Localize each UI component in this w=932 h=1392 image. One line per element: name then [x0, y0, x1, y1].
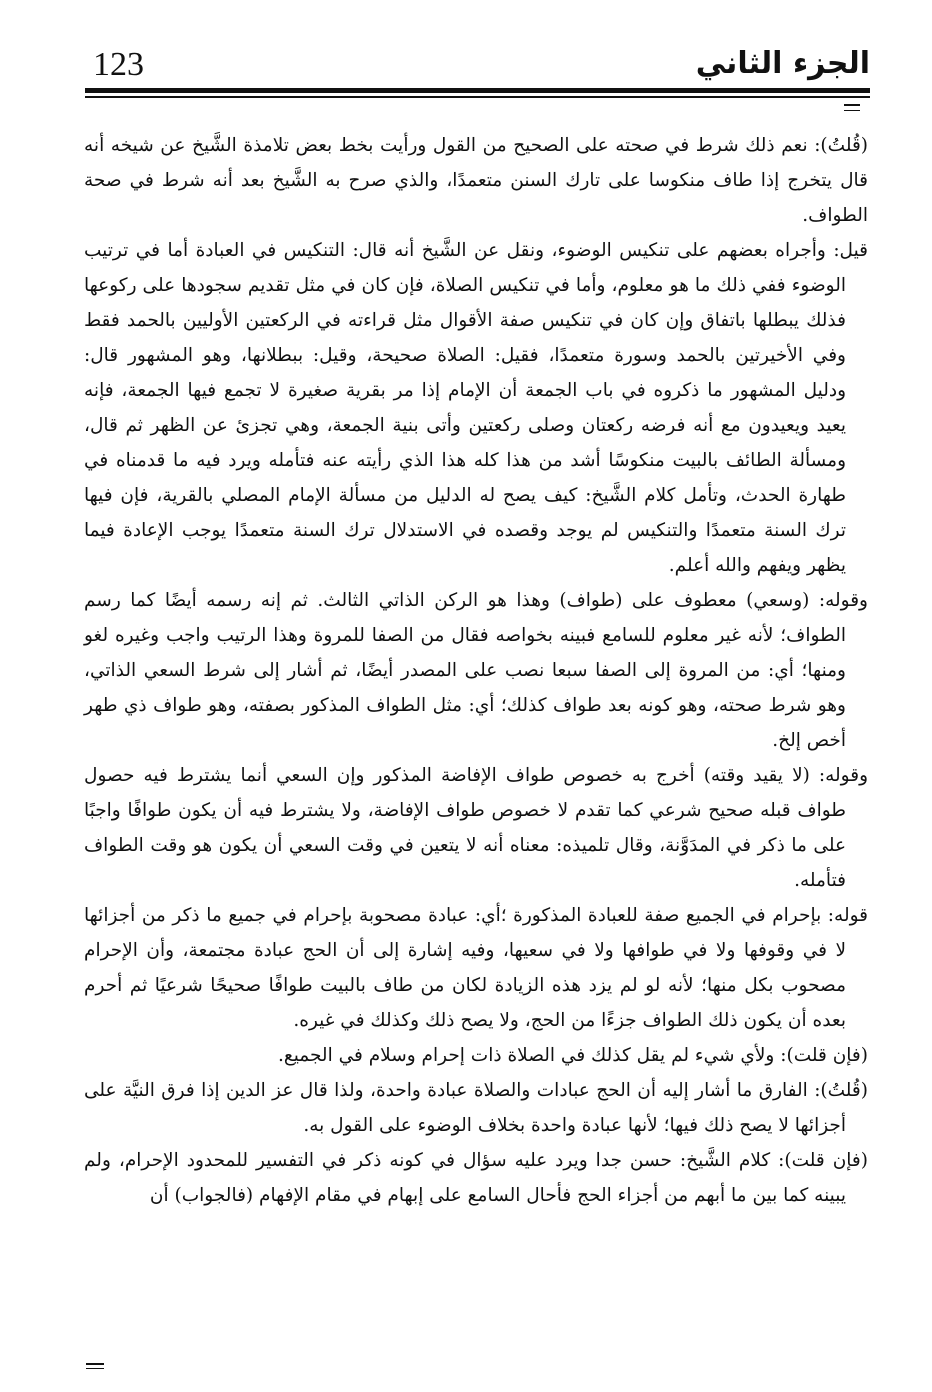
paragraph-question-salah: (فإن قلت): ولأي شيء لم يقل كذلك في الصلاة ذات إحرام وسلام في الجميع. — [277, 1045, 868, 1066]
paragraph-question-ihram: (فإن قلت): كلام الشَّيخ: حسن جدا ويرد عليه سؤال في كونه ذكر في التفسير للمحدود الإحرام، ولم يبينه كما بين ما أبهم من أجزاء الحج فأحال السامع على إبهام في مقام الإفهام (فالجواب) أن — [84, 1150, 868, 1206]
page-body — [84, 128, 868, 1372]
paragraph-ihram: قوله: بإحرام في الجميع صفة للعبادة المذكورة ؛أي: عبادة مصحوبة بإحرام في جميع ما ذكر من أجزائها لا في وقوفها ولا في طوافها ولا في سعيها، وفيه إشارة إلى أن الحج عبادة مجتمعة، وأن الإحرام مصحوب بكل منها؛ لأنه لو لم يزد هذه الزيادة لكان من طاف بالبيت طوافًا صحيحًا شرعيًا ثم أحرم بعده أن يكون ذلك الطواف جزءًا من الحج، ولا يصح ذلك وكذلك في غيره. — [84, 905, 868, 1031]
paragraph-waqt: وقوله: (لا يقيد وقته) أخرج به خصوص طواف الإفاضة المذكور وإن السعي أنما يشترط فيه حصول طواف قبله صحيح شرعي كما تقدم لا خصوص طواف الإفاضة، ولا يشترط فيه أن يكون طوافًا واجبًا على ما ذكر في المدَوَّنة، وقال تلميذه: معناه أنه لا يتعين في وقت السعي أن يكون هو وقت الطواف فتأمله. — [84, 765, 868, 891]
separator-mark — [844, 104, 860, 115]
paragraph-sai: وقوله: (وسعي) معطوف على (طواف) وهذا هو الركن الذاتي الثالث. ثم إنه رسمه أيضًا كما رسم الطواف؛ لأنه غير معلوم للسامع فبينه بخواصه فقال من الصفا للمروة وهذا الرتيب واجب وغيره لغو ومنها؛ أي: من المروة إلى الصفا سبعا نصب على المصدر أيضًا، ثم أشار إلى شرط السعي الذاتي، وهو شرط صحته، وهو كونه بعد طواف كذلك؛ أي: مثل الطواف المذكور بصفته، وهو طواف ذي طهر أخص إلخ. — [84, 590, 868, 751]
paragraph-tankees: قيل: وأجراه بعضهم على تنكيس الوضوء، ونقل عن الشَّيخ أنه قال: التنكيس في العبادة أما في ترتيب الوضوء ففي ذلك ما هو معلوم، وأما في تنكيس الصلاة، فإن كان في مثل تقديم سجودها على ركوعها فذلك يبطلها باتفاق وإن كان في تنكيس صفة الأقوال مثل قراءته في الركعتين الأوليين بالحمد فقط وفي الأخيرتين بالحمد وسورة متعمدًا، فقيل: الصلاة صحيحة، وقيل: ببطلانها، وهو المشهور قال: ودليل المشهور ما ذكروه في باب الجمعة أن الإمام إذا مر بقرية صغيرة لا تجمع فيها الجمعة، فإنه يعيد ويعيدون مع أنه فرضه ركعتان وصلى ركعتين وأتى بنية الجمعة، وهي تجزئ عن الظهر ثم قال، ومسألة الطائف بالبيت منكوسًا أشد من هذا كله هذا الذي رأيته عنه فتأمله ويرد فيه ما قدمناه في طهارة الحدث، وتأمل كلام الشَّيخ: كيف يصح له الدليل من مسألة الإمام المصلي بالقرية، فإن فيها ترك السنة متعمدًا والتنكيس لم يوجد وقصده في الاستدلال ترك السنة متعمدًا يوجب الإعادة فيما يظهر ويفهم والله أعلم. — [84, 240, 868, 576]
header-rule-thin — [85, 96, 870, 98]
header-rule-thick — [85, 88, 870, 93]
continuation-mark — [86, 1363, 104, 1372]
page-part-title: الجزء الثاني — [695, 46, 870, 81]
paragraph-qult-condition: (قُلتُ): نعم ذلك شرط في صحته على الصحيح من القول ورأيت بخط بعض تلامذة الشَّيخ عن شيخه أنه قال يتخرج إذا طاف منكوسا على تارك السنن متعمدًا، والذي صرح به الشَّيخ بعد أنه شرط في صحة الطواف. — [84, 135, 868, 226]
page-number: 123 — [93, 46, 144, 83]
paragraph-answer-fariq: (قُلتُ): الفارق ما أشار إليه أن الحج عبادات والصلاة عبادة واحدة، ولذا قال عز الدين إذا فرق النيَّة على أجزائها لا يصح ذلك فيها؛ لأنها عبادة واحدة بخلاف الوضوء على القول به. — [84, 1080, 868, 1136]
